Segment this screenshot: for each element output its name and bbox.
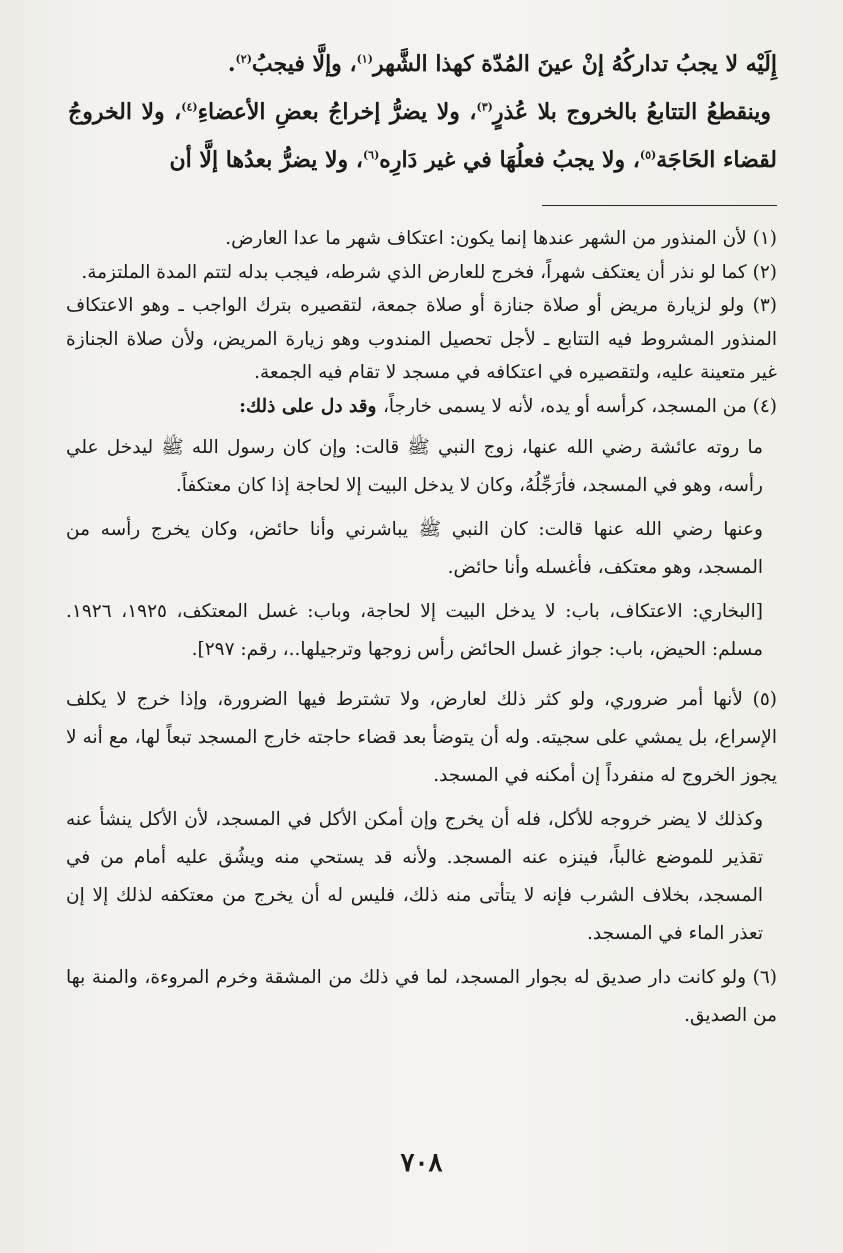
- footnote-1: (١) لأن المنذور من الشهر عندها إنما يكون: اعتكاف شهر ما عدا العارض.: [225, 228, 777, 249]
- footnotes: [66, 222, 777, 1035]
- footnote-ref-4: (٤): [181, 100, 198, 114]
- footnote-ref-6: (٦): [362, 148, 380, 162]
- main-text: [68, 40, 777, 184]
- text-segment: ، ولا يضرُّ إخراجُ بعضِ الأعضاءِ: [197, 99, 477, 125]
- hadith-quote-2: وعنها رضي الله عنها قالت: كان النبي ﷺ يباشرني وأنا حائض، وكان يخرج رأسه من المسجد، وهو معتكف، فأغسله وأنا حائض.: [66, 519, 763, 578]
- page-number: ٧٠٨: [400, 1148, 443, 1178]
- footnote-4: [66, 390, 777, 424]
- hadith-source: [البخاري: الاعتكاف، باب: لا يدخل البيت إلا لحاجة، وباب: غسل المعتكف، ١٩٢٥، ١٩٢٦. مسلم: الحيض، باب: جواز غسل الحائض رأس زوجها وترجيلها..، رقم: ٢٩٧].: [66, 601, 763, 660]
- footnote-2: (٢) كما لو نذر أن يعتكف شهراً، فخرج للعارض الذي شرطه، فيجب بدله لتتم المدة الملتزمة.: [81, 261, 777, 283]
- text-segment: .: [227, 51, 236, 77]
- footnote-separator: [542, 205, 777, 206]
- text-segment: ، ولا الخروجُ لقضاء الحَاجَة: [68, 99, 777, 173]
- text-segment: إِلَيْه لا يجبُ تداركُهُ إنْ عينَ المُدّة كهذا الشَّهر: [372, 51, 777, 77]
- footnote-4-text: (٤) من المسجد، كرأسه أو يده، لأنه لا يسمى خارجاً،: [382, 395, 777, 417]
- main-text-paragraph-2: [68, 88, 777, 184]
- footnote-6: (٦) ولو كانت دار صديق له بجوار المسجد، لما في ذلك من المشقة وخرم المروءة، والمنة بها من الصديق.: [66, 967, 777, 1026]
- text-segment: ، وإلَّا فيجبُ: [251, 51, 357, 77]
- main-text-line-1: [68, 40, 777, 88]
- footnote-ref-5: (٥): [639, 148, 657, 162]
- hadith-quote-1: ما روته عائشة رضي الله عنها، زوج النبي ﷺ قالت: وإن كان رسول الله ﷺ ليدخل علي رأسه، وهو في المسجد، فأرَجِّلُهُ، وكان لا يدخل البيت إلا لحاجة إذا كان معتكفاً.: [66, 437, 763, 496]
- text-segment: وينقطعُ التتابعُ بالخروج بلا عُذرٍ: [492, 99, 772, 125]
- footnote-5-continued: وكذلك لا يضر خروجه للأكل، فله أن يخرج وإن أمكن الأكل في المسجد، لأن الأكل ينشأ عنه تقذير للموضع غالباً، فينزه عنه المسجد. ولأنه قد يستحي منه ويشُق عليه أمام من في المسجد، بخلاف الشرب فإنه لا يتأتى منه ذلك، فليس له أن يخرج من معتكفه لذلك إلا إن تعذر الماء في المسجد.: [66, 809, 763, 944]
- footnote-5: (٥) لأنها أمر ضروري، ولو كثر ذلك لعارض، ولا تشترط فيها الضرورة، وإذا خرج لا يكلف الإسراع، بل يمشي على سجيته. وله أن يتوضأ بعد قضاء حاجته خارج المسجد تبعاً لها، مع أنه لا يجوز الخروج له منفرداً إن أمكنه في المسجد.: [66, 689, 777, 786]
- footnote-ref-1: (١): [356, 52, 373, 66]
- footnote-4-bold: وقد دل على ذلك:: [239, 395, 383, 417]
- footnote-ref-3: (٣): [476, 100, 493, 114]
- text-segment: ، ولا يضرُّ بعدُها إلَّا أن: [169, 147, 363, 173]
- footnote-3: (٣) ولو لزيارة مريض أو صلاة جنازة أو صلاة جمعة، لتقصيره بترك الواجب ـ وهو الاعتكاف المنذور المشروط فيه التتابع ـ لأجل تحصيل المندوب وهو زيارة المريض، ولأن صلاة الجنازة غير متعينة عليه، ولتقصيره في اعتكافه في مسجد لا تقام فيه الجمعة.: [66, 295, 777, 383]
- footnote-ref-2: (٢): [235, 52, 252, 66]
- text-segment: ، ولا يجبُ فعلُهَا في غير دَارِه: [379, 147, 640, 173]
